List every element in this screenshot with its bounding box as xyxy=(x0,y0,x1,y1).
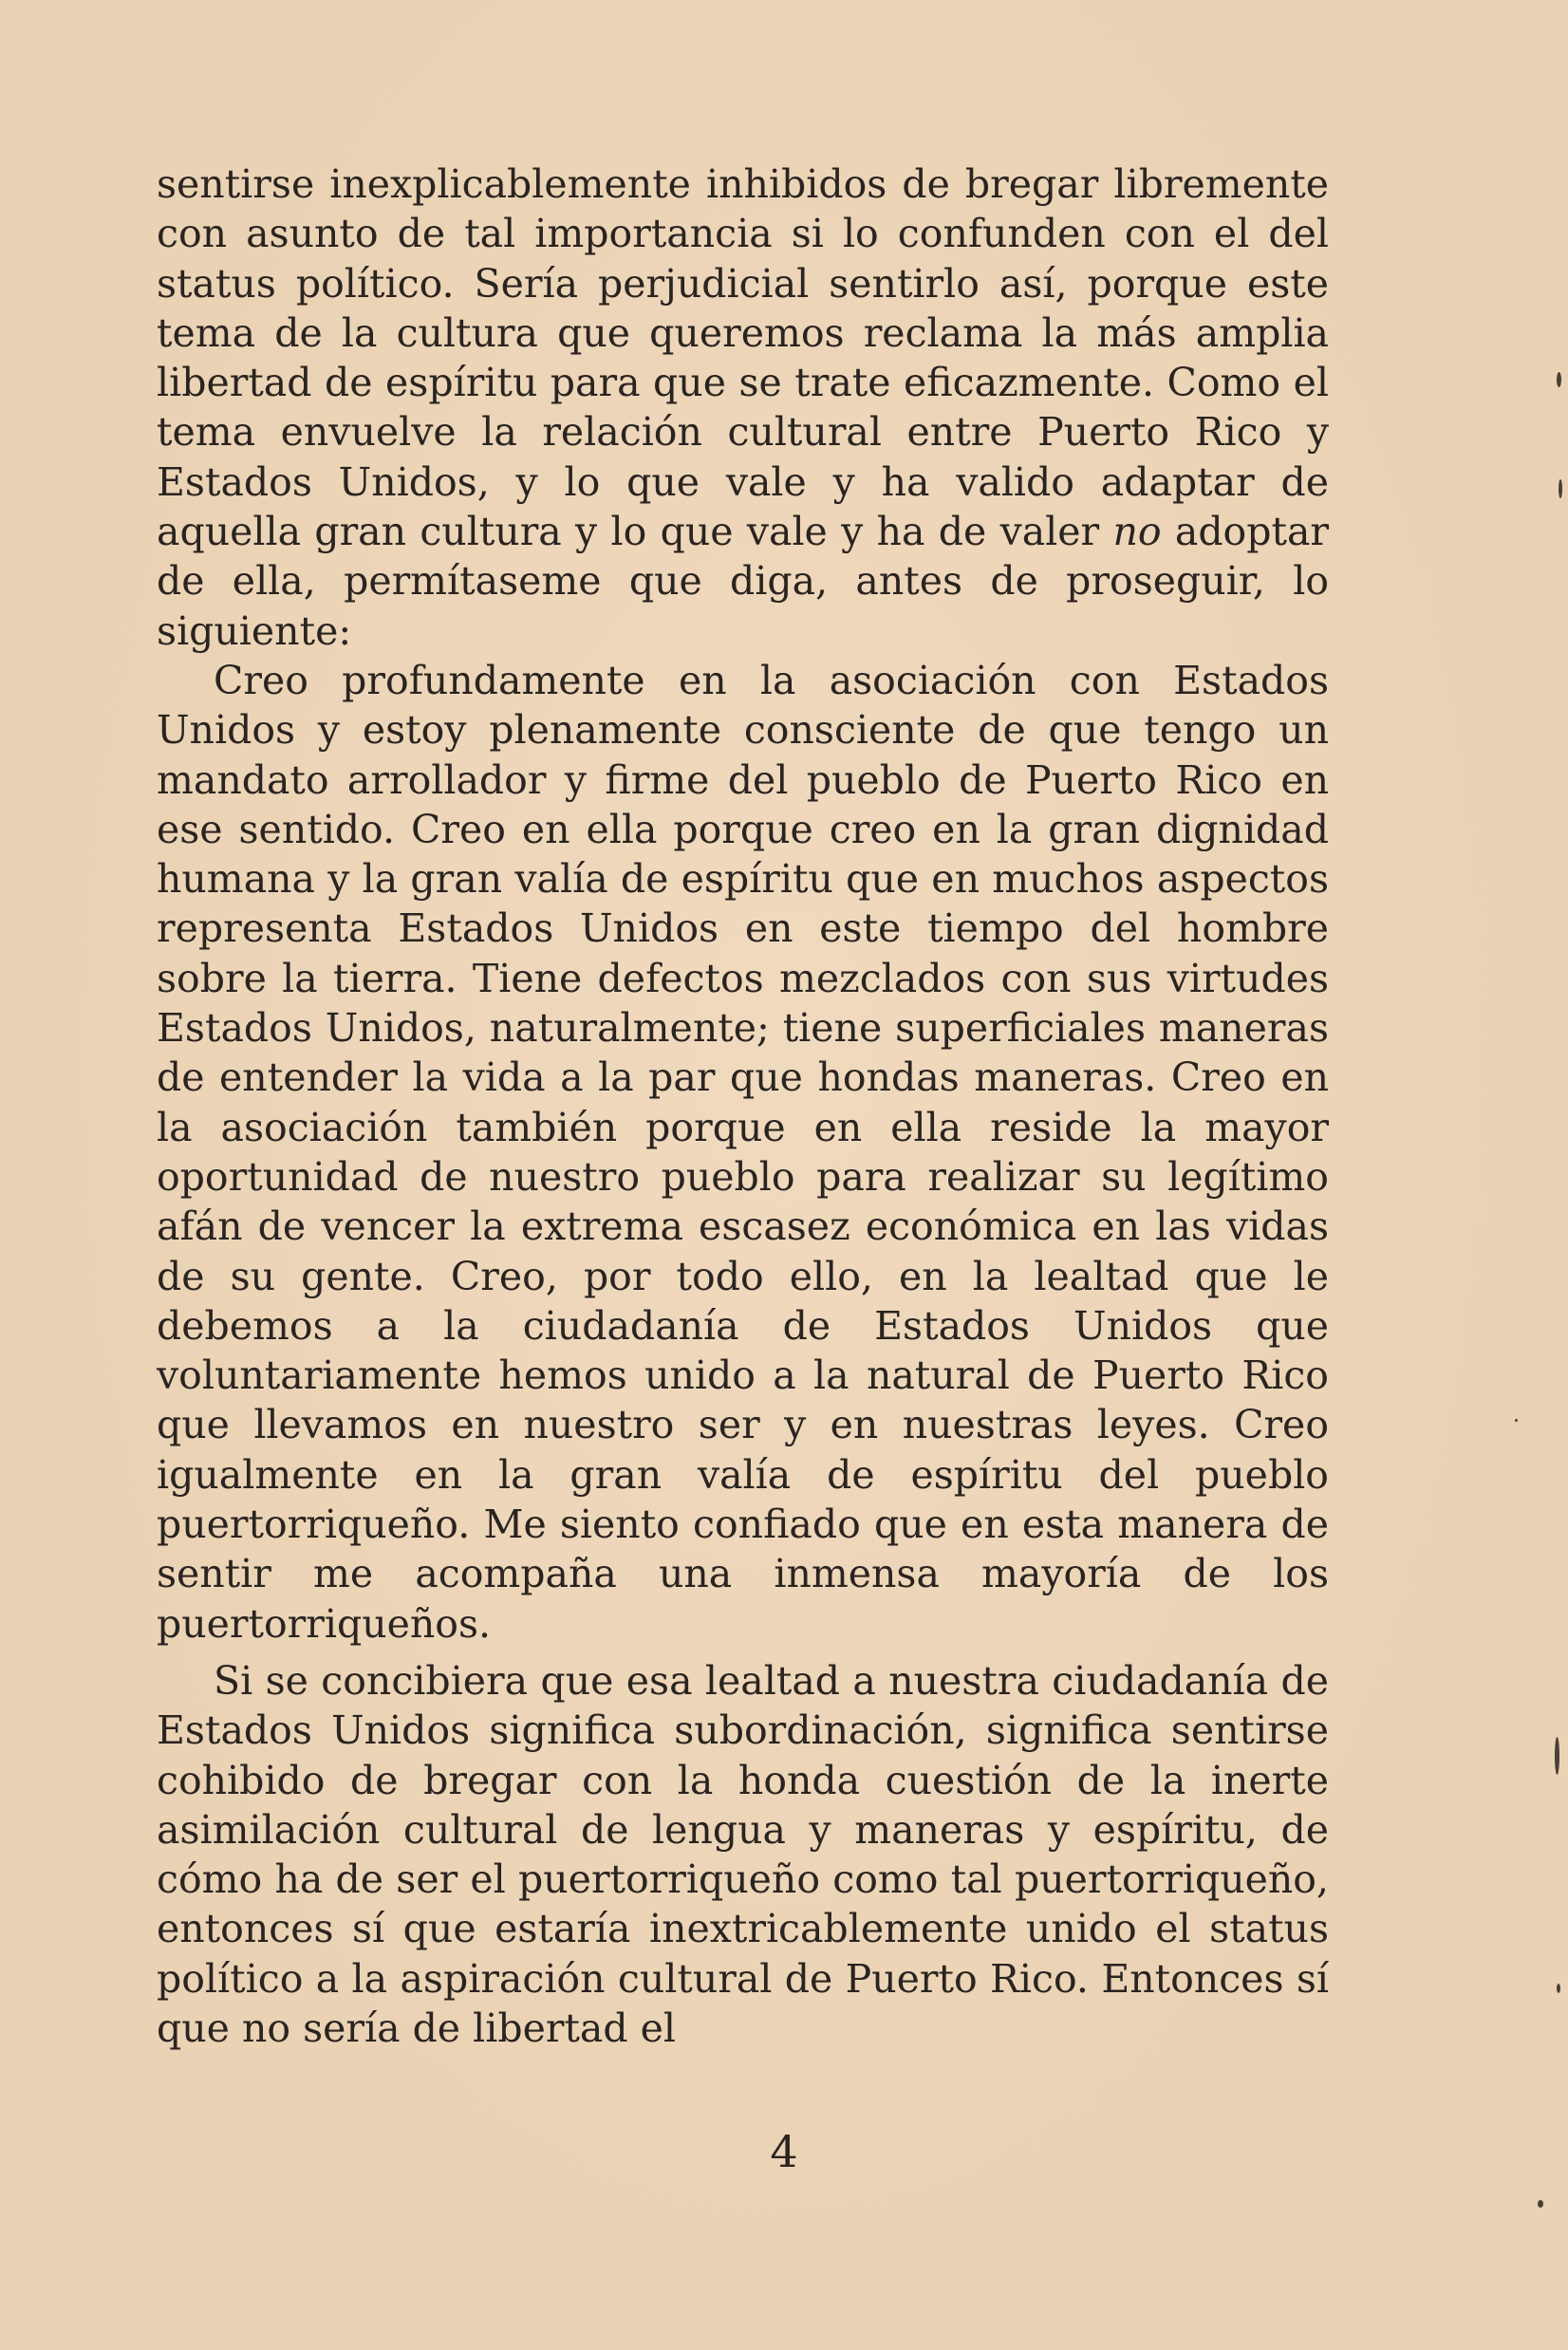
scan-speck xyxy=(1557,1984,1560,1993)
paragraph-1-text: sentirse inexplicablemente inhibidos de bregar libremente con asunto de tal importancia si lo confunden con el del status político. Sería perjudicial sentirlo así, porque este tema de la cultura que queremos reclama la más amplia libertad de espíritu para que se trate eficazmente. Como el tema envuelve la relación cultural entre Puerto Rico y Estados Unidos, y lo que vale y ha valido adaptar de aquella gran cultura y lo que vale y ha de valer xyxy=(157,161,1329,555)
body-text xyxy=(157,159,1329,2053)
paragraph-1-text-after: adoptar de ella, permítaseme que diga, antes de proseguir, lo siguiente: xyxy=(157,509,1330,654)
paragraph-1 xyxy=(157,159,1329,656)
paragraph-3: Si se concibiera que esa lealtad a nuestra ciudadanía de Estados Unidos significa subordinación, significa sentirse cohibido de bregar con la honda cuestión de la inerte asimilación cultural de lengua y maneras y espíritu, de cómo ha de ser el puertorriqueño como tal puertorriqueño, entonces sí que estaría inextricablemente unido el status político a la aspiración cultural de Puerto Rico. Entonces sí que no sería de libertad el xyxy=(157,1657,1329,2051)
paragraph-2: Creo profundamente en la asociación con Estados Unidos y estoy plenamente consciente de que tengo un mandato arrollador y firme del pueblo de Puerto Rico en ese sentido. Creo en ella porque creo en la gran dignidad humana y la gran valía de espíritu que en muchos aspectos representa Estados Unidos en este tiempo del hombre sobre la tierra. Tiene defectos mezclados con sus virtudes Estados Unidos, naturalmente; tiene superficiales maneras de entender la vida a la par que hondas maneras. Creo en la asociación también porque en ella reside la mayor oportunidad de nuestro pueblo para realizar su legítimo afán de vencer la extrema escasez económica en las vidas de su gente. Creo, por todo ello, en la lealtad que le debemos a la ciudadanía de Estados Unidos que voluntariamente hemos unido a la natural de Puerto Rico que llevamos en nuestro ser y en nuestras leyes. Creo igualmente en la gran valía de espíritu del pueblo puertorriqueño. Me siento confiado que en esta manera de sentir me acompaña una inmensa mayoría de los puertorriqueños. xyxy=(157,657,1329,1647)
scan-speck xyxy=(1515,1419,1518,1422)
scan-speck xyxy=(1557,372,1561,387)
scan-speck xyxy=(1538,2200,1543,2208)
scan-speck xyxy=(1555,1737,1559,1775)
emphasis-no: no xyxy=(1112,509,1162,555)
scan-speck xyxy=(1559,479,1562,498)
page-number: 4 xyxy=(770,2126,798,2177)
